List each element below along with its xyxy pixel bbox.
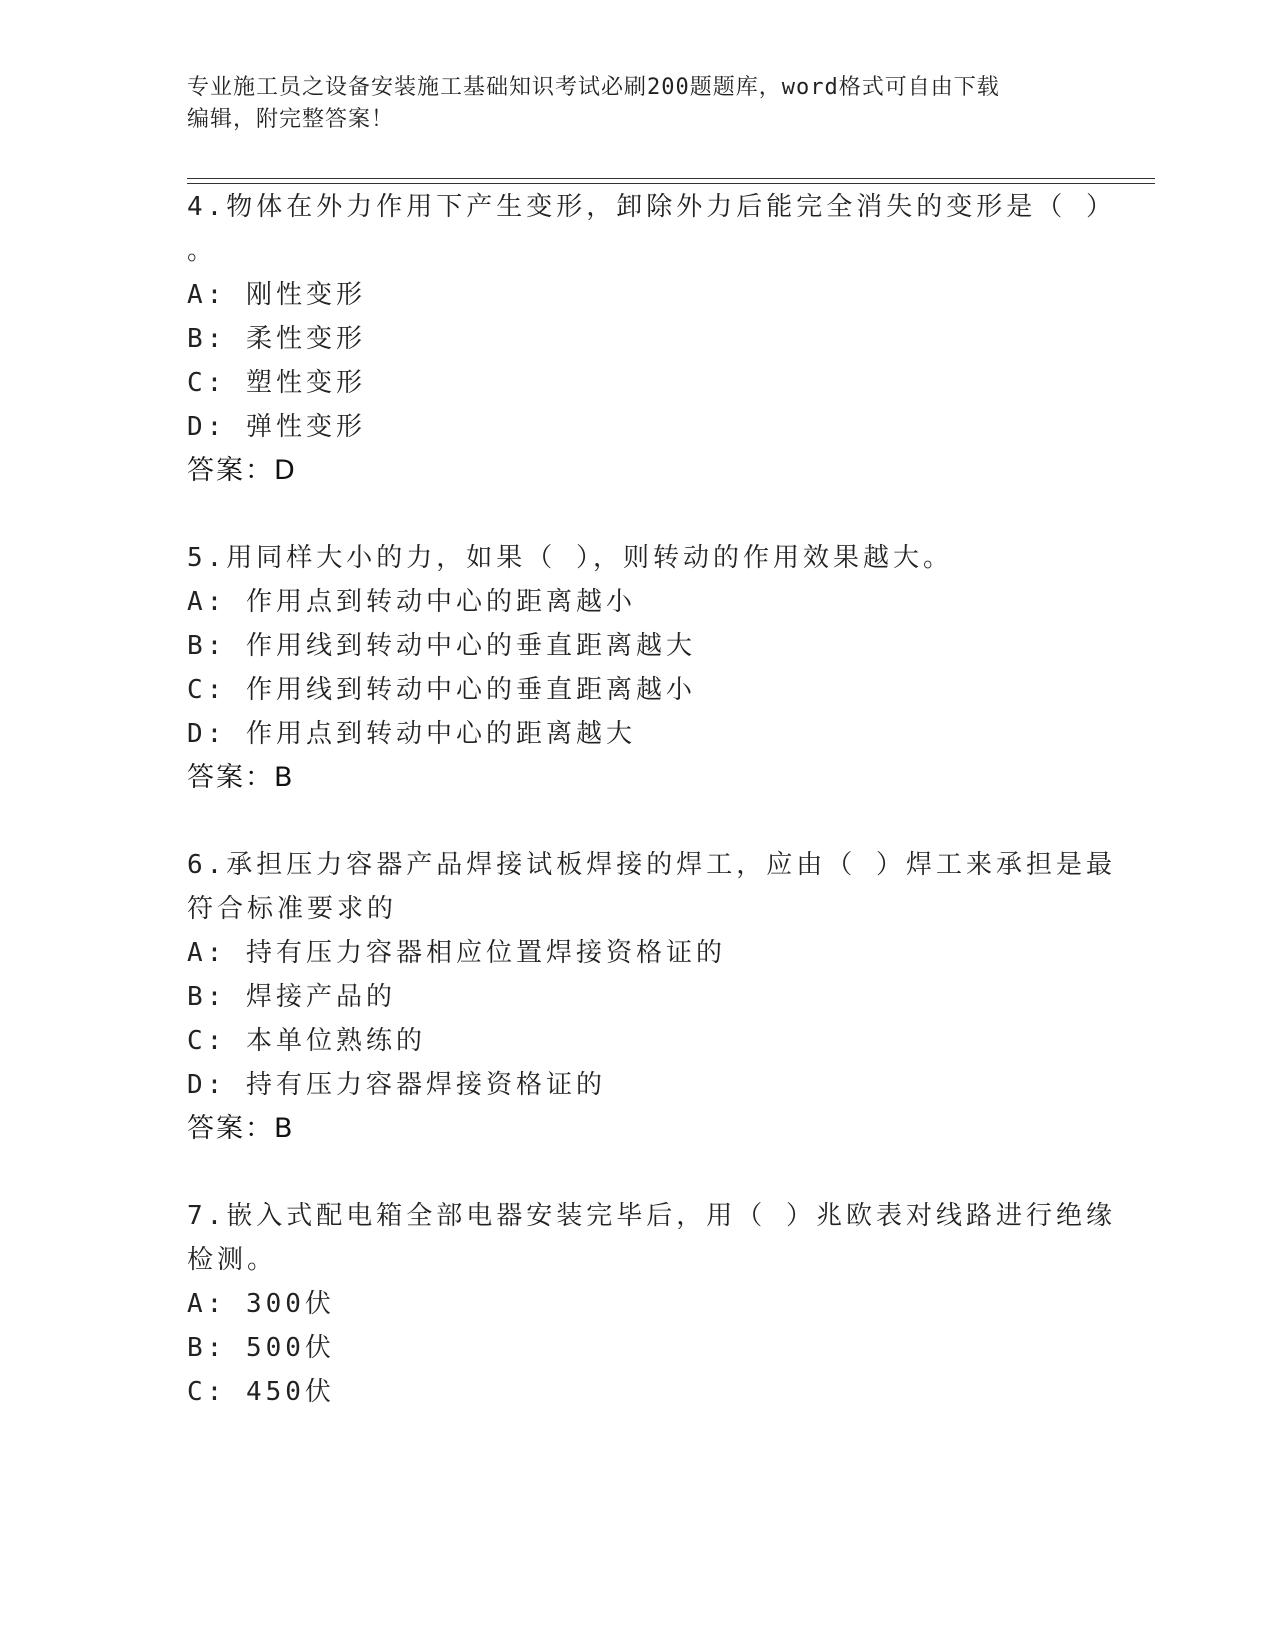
question-7-stem: 7.嵌入式配电箱全部电器安装完毕后，用（ ）兆欧表对线路进行绝缘	[187, 1201, 1116, 1231]
document-header	[187, 72, 1067, 136]
header-divider-bottom	[187, 183, 1155, 184]
question-5-stem: 5.用同样大小的力，如果（ ），则转动的作用效果越大。	[187, 543, 953, 573]
question-5-answer: 答案：B	[187, 762, 295, 793]
question-4-option-d: D: 弹性变形	[187, 412, 366, 442]
question-7-option-c: C: 450伏	[187, 1377, 335, 1407]
question-6-stem-continued: 符合标准要求的	[187, 894, 398, 924]
question-5-option-a: A: 作用点到转动中心的距离越小	[187, 587, 636, 617]
header-title-line-1: 专业施工员之设备安装施工基础知识考试必刷200题题库，word格式可自由下载	[187, 75, 1000, 100]
question-6-option-c: C: 本单位熟练的	[187, 1026, 426, 1056]
question-6-answer: 答案：B	[187, 1113, 295, 1144]
question-6-option-d: D: 持有压力容器焊接资格证的	[187, 1070, 606, 1100]
question-4-stem-continued: 。	[187, 236, 218, 266]
question-7-option-a: A: 300伏	[187, 1289, 335, 1319]
header-title-line-2: 编辑，附完整答案！	[187, 107, 395, 132]
question-5-option-d: D: 作用点到转动中心的距离越大	[187, 719, 636, 749]
header-divider-top	[187, 178, 1155, 179]
question-6-option-a: A: 持有压力容器相应位置焊接资格证的	[187, 938, 726, 968]
question-5-option-b: B: 作用线到转动中心的垂直距离越大	[187, 631, 696, 661]
question-4-option-c: C: 塑性变形	[187, 368, 366, 398]
question-4-option-b: B: 柔性变形	[187, 324, 366, 354]
question-7-option-b: B: 500伏	[187, 1333, 335, 1363]
question-4-option-a: A: 刚性变形	[187, 280, 366, 310]
question-5-option-c: C: 作用线到转动中心的垂直距离越小	[187, 675, 696, 705]
question-4-answer: 答案：D	[187, 455, 297, 486]
question-4-stem: 4.物体在外力作用下产生变形，卸除外力后能完全消失的变形是（ ）	[187, 192, 1116, 222]
question-7-stem-continued: 检测。	[187, 1245, 278, 1275]
question-6-option-b: B: 焊接产品的	[187, 982, 396, 1012]
question-6-stem: 6.承担压力容器产品焊接试板焊接的焊工，应由（ ）焊工来承担是最	[187, 850, 1116, 880]
